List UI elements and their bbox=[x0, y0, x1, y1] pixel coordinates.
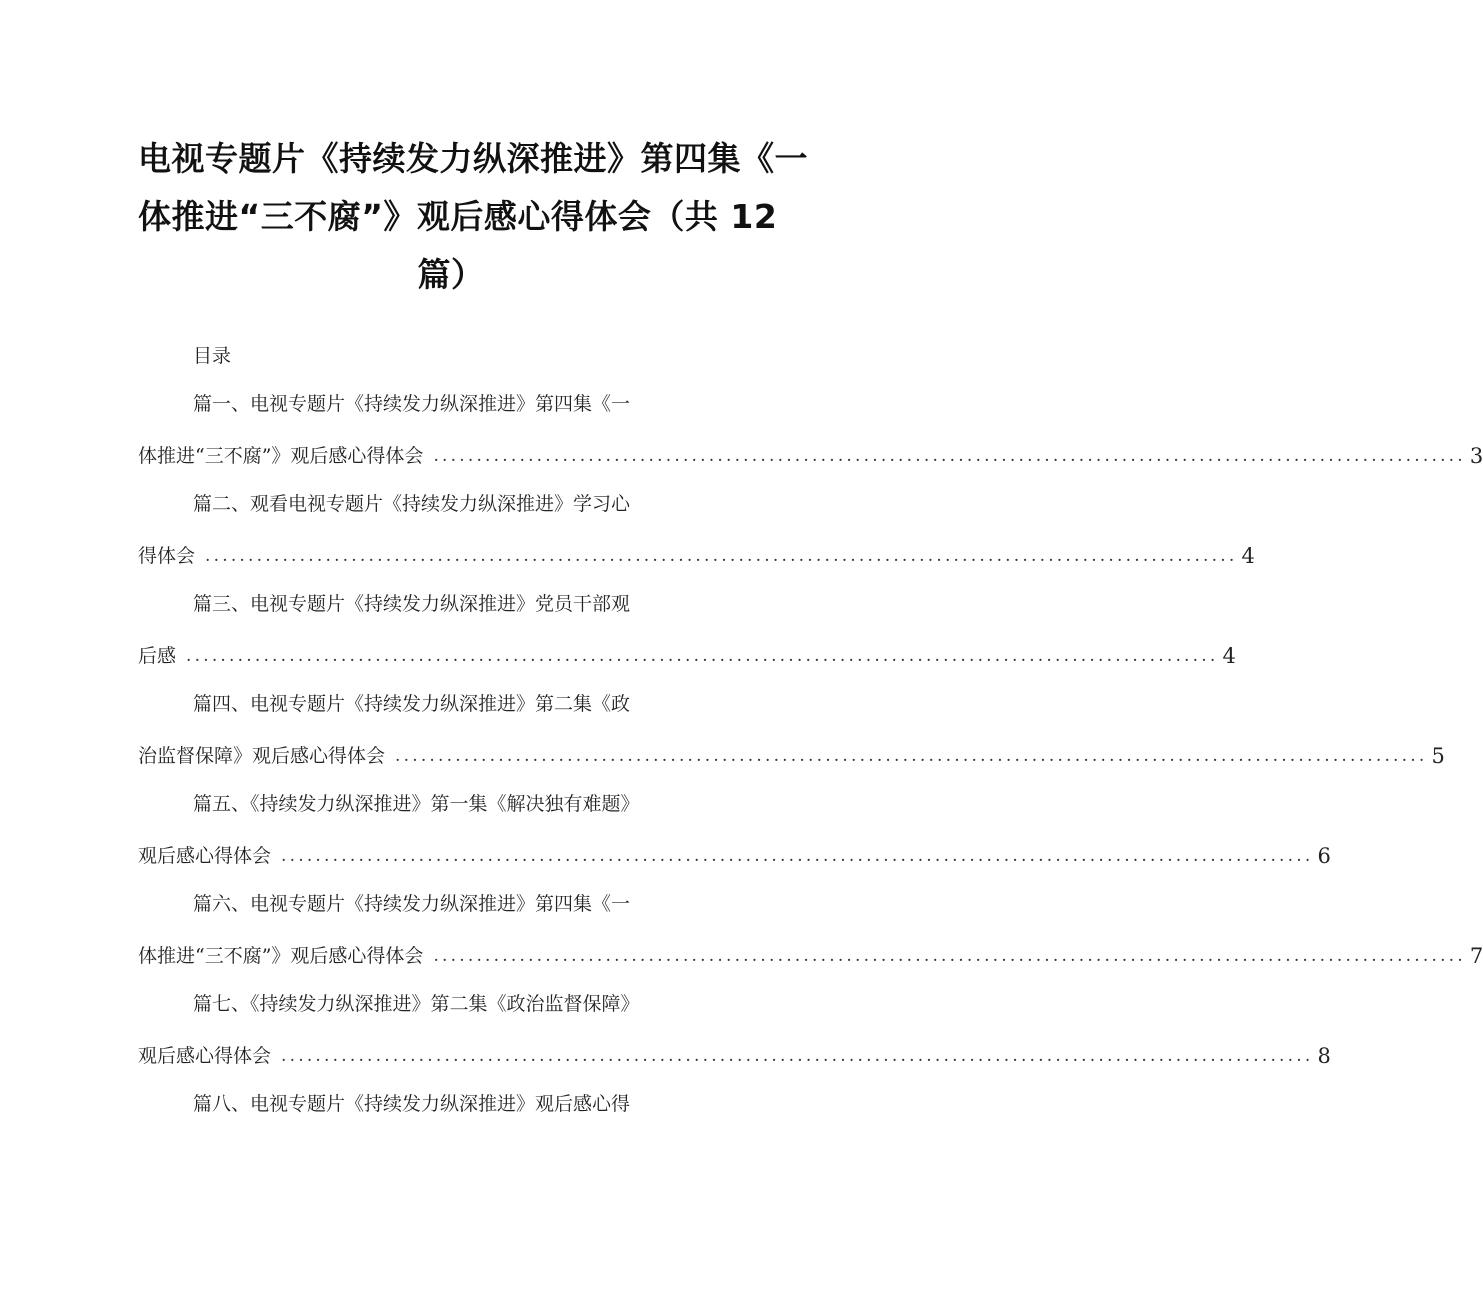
toc-page-number: 4 bbox=[1222, 644, 1236, 668]
toc-leader-dots: ........................................................................................................................ bbox=[186, 646, 1219, 666]
toc-entry-line2 bbox=[138, 638, 1236, 674]
toc-entry-text-line1: 篇七、《持续发力纵深推进》第二集《政治监督保障》 bbox=[193, 993, 640, 1015]
toc-entry-text-line2: 治监督保障》观后感心得体会 bbox=[138, 745, 386, 767]
toc-entry-text-line2: 体推进“三不腐”》观后感心得体会 bbox=[138, 945, 424, 967]
toc-entry-text-line2: 体推进“三不腐”》观后感心得体会 bbox=[138, 445, 424, 467]
document-title bbox=[138, 130, 808, 304]
toc-page-number: 7 bbox=[1469, 944, 1483, 968]
title-line-1: 电视专题片《持续发力纵深推进》第四集《一 bbox=[138, 139, 808, 178]
toc-entry-4[interactable] bbox=[138, 686, 1445, 786]
toc-leader-dots: ........................................................................................................................ bbox=[395, 746, 1428, 766]
toc-leader-dots: ........................................................................................................................ bbox=[281, 1046, 1314, 1066]
toc-entry-2[interactable] bbox=[138, 486, 1255, 586]
toc-leader-dots: ........................................................................................................................ bbox=[205, 546, 1238, 566]
toc-entry-5[interactable] bbox=[138, 786, 1331, 886]
toc-page-number: 6 bbox=[1317, 844, 1331, 868]
toc-entry-text-line2: 观后感心得体会 bbox=[138, 1045, 272, 1067]
toc-page-number: 8 bbox=[1317, 1044, 1331, 1068]
toc-entry-7[interactable] bbox=[138, 986, 1331, 1086]
toc-entry-text-line1: 篇六、电视专题片《持续发力纵深推进》第四集《一 bbox=[193, 893, 631, 915]
toc-list bbox=[138, 386, 1483, 1186]
toc-entry-3[interactable] bbox=[138, 586, 1236, 686]
toc-entry-text-line1: 篇一、电视专题片《持续发力纵深推进》第四集《一 bbox=[193, 393, 631, 415]
toc-entry-text-line1: 篇八、电视专题片《持续发力纵深推进》观后感心得 bbox=[193, 1093, 631, 1115]
toc-entry-text-line2: 后感 bbox=[138, 645, 177, 667]
toc-entry-text-line1: 篇五、《持续发力纵深推进》第一集《解决独有难题》 bbox=[193, 793, 640, 815]
toc-heading: 目录 bbox=[193, 345, 232, 367]
toc-entry-text-line1: 篇四、电视专题片《持续发力纵深推进》第二集《政 bbox=[193, 693, 631, 715]
toc-leader-dots: ........................................................................................................................ bbox=[281, 846, 1314, 866]
toc-entry-text-line1: 篇二、观看电视专题片《持续发力纵深推进》学习心 bbox=[193, 493, 631, 515]
toc-page-number: 4 bbox=[1241, 544, 1255, 568]
toc-page-number: 3 bbox=[1469, 444, 1483, 468]
toc-entry-1[interactable] bbox=[138, 386, 1483, 486]
toc-entry-text-line2: 观后感心得体会 bbox=[138, 845, 272, 867]
toc-entry-line2 bbox=[138, 438, 1483, 474]
toc-entry-line2 bbox=[138, 538, 1255, 574]
toc-entry-line2 bbox=[138, 838, 1331, 874]
toc-page-number: 5 bbox=[1431, 744, 1445, 768]
toc-leader-dots: ........................................................................................................................ bbox=[433, 446, 1466, 466]
toc-entry-6[interactable] bbox=[138, 886, 1483, 986]
toc-entry-8[interactable] bbox=[138, 1086, 766, 1186]
toc-entry-text-line1: 篇三、电视专题片《持续发力纵深推进》党员干部观 bbox=[193, 593, 631, 615]
toc-entry-line2 bbox=[138, 738, 1445, 774]
title-line-3: 篇） bbox=[417, 255, 485, 294]
toc-entry-line2 bbox=[138, 1038, 1331, 1074]
toc-leader-dots: ........................................................................................................................ bbox=[433, 946, 1466, 966]
toc-entry-text-line2: 得体会 bbox=[138, 545, 196, 567]
toc-entry-line2 bbox=[138, 938, 1483, 974]
title-line-2: 体推进“三不腐”》观后感心得体会（共 12 bbox=[138, 197, 778, 236]
